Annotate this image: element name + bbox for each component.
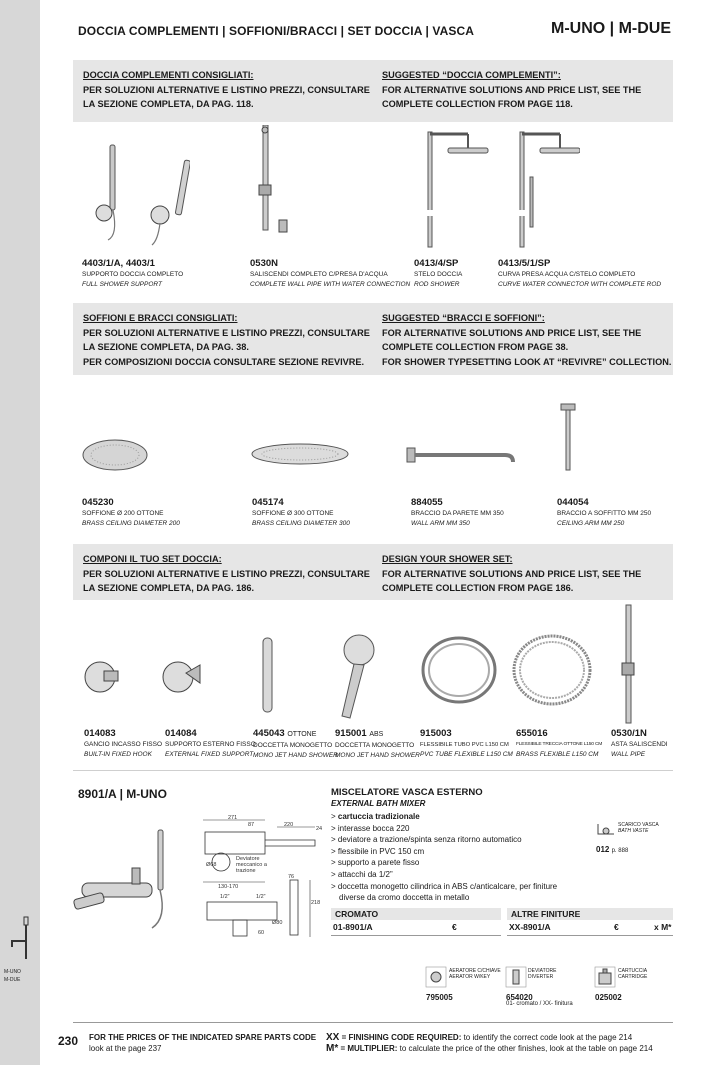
product-desc-en: FULL SHOWER SUPPORT [82,281,162,288]
feature-text: flessibile in PVC 150 cm [337,846,425,856]
section2-en-title: SUGGESTED “BRACCI E SOFFIONI”: [382,313,545,323]
wall-rod-image [615,603,645,728]
section2-it-title: SOFFIONI E BRACCI CONSIGLIATI: [83,313,238,323]
product-desc-en: PVC TUBE FLEXIBLE L150 CM [420,751,513,758]
other-finish-multiplier: x M* [654,922,672,932]
feature-item: > interasse bocca 220 [331,823,410,833]
m-text: to calculate the price of the other finishes, look at the table on page 214 [397,1044,653,1053]
section3-it-line: LA SEZIONE COMPLETA, DA PAG. 186. [83,583,255,593]
product-desc: FLESSIBILE TRECCIA OTTONE L150 CM [516,742,603,747]
m-title: = MULTIPLIER: [338,1044,398,1053]
product-code [253,728,338,741]
feature-item: > deviatore a trazione/spinta senza ritorno automatico [331,835,522,845]
page-header-collection: M-UNO | M-DUE [550,20,671,37]
mixer-title-it: MISCELATORE VASCA ESTERNO [331,787,483,798]
product-code-value: 915003 [420,728,452,739]
product-card [611,728,668,760]
spare-part-label-en: CARTRIDGE [618,974,648,980]
section3-it-text [83,552,370,596]
feature-item: > cartuccia tradizionale [331,812,420,821]
product-desc-en: MONO JET HAND SHOWER [253,752,338,759]
section1-en-text [382,68,641,112]
hand-shower-brass-image [258,636,278,716]
spare-part-code-value: 025002 [595,993,622,1002]
section1-it-title: DOCCIA COMPLEMENTI CONSIGLIATI: [83,70,254,80]
page-header-title: DOCCIA COMPLEMENTI | SOFFIONI/BRACCI | SET DOCCIA | VASCA [78,24,474,38]
product-desc: CURVA PRESA ACQUA C/STELO COMPLETO [498,271,636,278]
spare-part-label-it: AERATORE C/CHIAVE [449,968,501,974]
other-finishes-header: ALTRE FINITURE [507,908,673,920]
product-desc: SOFFIONE Ø 200 OTTONE [82,510,164,517]
bath-waste-label-en: BATH VASTE [618,828,649,834]
product-code [165,728,256,740]
product-code: 044054 [557,497,589,508]
bath-waste-page: p. 888 [611,848,629,854]
product-desc-en: COMPLETE WALL PIPE WITH WATER CONNECTION [250,281,411,288]
product-desc: SOFFIONE Ø 300 OTTONE [252,510,334,517]
spare-part-label [618,968,647,980]
curve-connector-image [500,122,580,252]
product-code [420,728,513,740]
spare-part-label [449,968,501,980]
feature-text: deviatore a trazione/spinta senza ritorno automatico [337,835,522,845]
product-code-value: 655016 [516,728,548,739]
mixer-section-title: 8901/A | M-UNO [78,787,167,801]
sidebar-label-mdue: M-DUE [4,977,21,983]
product-desc-en: BRASS CEILING DIAMETER 200 [82,520,180,527]
hand-shower-abs-image [334,632,379,722]
wall-arm-image [405,440,520,470]
section3-it-line: PER SOLUZIONI ALTERNATIVE E LISTINO PREZZI, CONSULTARE [83,568,370,579]
product-desc: GANCIO INCASSO FISSO [84,741,163,748]
spare-part-label-it: CARTUCCIA [618,968,648,974]
table-rule [331,935,501,936]
product-desc: ASTA SALISCENDI [611,741,668,748]
product-code [611,728,668,740]
feature-item [331,892,557,904]
section3-en-text [382,552,641,596]
footer-spare-note [89,1032,316,1054]
product-code-value: 445043 [253,728,285,739]
dim-label: Ø80 [272,920,283,926]
feature-text: diverse da cromo doccetta in metallo [339,893,470,903]
feature-item: > attacchi da 1/2” [331,869,393,879]
chrome-finish-price: € [452,922,457,932]
dim-label: 87 [248,822,255,828]
product-desc: SUPPORTO DOCCIA COMPLETO [82,271,184,278]
dim-label: 271 [228,815,238,821]
section2-banner [73,303,673,375]
spare-part-code-value: 795005 [426,993,453,1002]
faucet-icon [6,915,34,959]
section3-banner [73,544,673,600]
product-card [82,258,183,290]
footer-spare-line1: FOR THE PRICES OF THE INDICATED SPARE PARTS CODE [89,1033,317,1042]
section1-it-line: PER SOLUZIONI ALTERNATIVE E LISTINO PREZZI, CONSULTARE [83,84,370,95]
bath-waste-label-it: SCARICO VASCA [618,822,659,828]
section1-en-line: COMPLETE COLLECTION FROM PAGE 118. [382,99,573,109]
feature-text: attacchi da 1/2” [337,869,393,879]
section1-banner [73,60,673,122]
section3-en-line: COMPLETE COLLECTION FROM PAGE 186. [382,583,574,593]
product-card [498,258,661,290]
section1-en-line: FOR ALTERNATIVE SOLUTIONS AND PRICE LIST, SEE THE [382,84,642,95]
product-desc-en: MONO JET HAND SHOWER [335,752,420,759]
dim-label: 60 [258,930,265,936]
dim-label: 24 [316,826,323,832]
feature-item: > flessibile in PVC 150 cm [331,846,425,856]
product-card [420,728,513,760]
dim-label: 76 [288,874,295,880]
section3-en-title: DESIGN YOUR SHOWER SET: [382,554,513,564]
product-card [414,258,462,290]
spare-part-label [528,968,556,980]
feature-text: interasse bocca 220 [337,823,410,833]
product-code-value: 0530/1N [611,728,647,739]
product-card [84,728,162,760]
product-code: 0530N [250,258,278,269]
other-finish-price: € [614,922,619,932]
product-desc-en: BUILT-IN FIXED HOOK [84,751,152,758]
m-key: M* [326,1043,339,1054]
product-card [411,497,504,529]
wall-pipe-image [255,125,305,250]
product-card [557,497,651,529]
product-card [253,728,338,761]
spare-part-note: 01- cromato / XX- finitura [506,1001,573,1007]
bath-mixer-image [72,828,182,938]
product-material: ABS [369,731,384,738]
section3-it-title: COMPONI IL TUO SET DOCCIA: [83,554,222,564]
ceiling-arm-image [555,402,585,477]
deviator-note: Deviatore meccanico a trazione [236,856,267,874]
product-desc: DOCCETTA MONOGETTO [253,742,333,749]
sidebar [0,0,40,1065]
diverter-icon [505,966,527,988]
xx-title: = FINISHING CODE REQUIRED: [339,1033,462,1042]
xx-text: to identify the correct code look at the page 214 [461,1033,633,1042]
dim-label: 1/2” [220,894,230,900]
section2-it-line: PER SOLUZIONI ALTERNATIVE E LISTINO PREZZI, CONSULTARE [83,327,370,338]
bath-waste-label [618,822,659,834]
dim-label: 218 [311,900,321,906]
footer-xx-legend [326,1032,653,1043]
section1-en-title: SUGGESTED “DOCCIA COMPLEMENTI”: [382,70,561,80]
dim-label: 1/2” [256,894,266,900]
product-code-value: 915001 [335,728,367,739]
dim-label: 220 [284,822,294,828]
product-desc-en: ROD SHOWER [414,281,460,288]
product-code [84,728,162,740]
chrome-finish-header: CROMATO [331,908,501,920]
table-rule [507,935,673,936]
section2-en-line: FOR SHOWER TYPESETTING LOOK AT “REVIVRE” COLLECTION. [382,356,672,367]
bath-waste-code: 012 [596,845,610,854]
product-desc-en: WALL ARM MM 350 [411,520,470,527]
section-divider [73,770,673,771]
chrome-finish-code: 01-8901/A [333,922,373,932]
other-finish-code [509,922,551,932]
mixer-title [331,787,483,809]
spare-part-code [595,994,622,1001]
feature-list [331,811,557,904]
spare-part-code [506,994,573,1008]
feature-text: cartuccia tradizionale [337,812,420,821]
footer-divider [73,1022,673,1023]
product-desc: BRACCIO A SOFFITTO MM 250 [557,510,652,517]
technical-drawing [195,812,325,942]
product-desc-en: EXTERNAL FIXED SUPPORT [165,751,254,758]
spare-part-label-en: DIVERTER [528,974,554,980]
product-code: 0413/5/1/SP [498,258,551,269]
product-code [335,728,420,741]
product-material: OTTONE [287,731,317,738]
feature-text: supporto a parete fisso [337,858,420,868]
product-desc-en: BRASS CEILING DIAMETER 300 [252,520,350,527]
pvc-flexible-hose-image [415,630,505,720]
product-code: 045230 [82,497,114,508]
product-card [335,728,420,761]
section3-en-line: FOR ALTERNATIVE SOLUTIONS AND PRICE LIST, SEE THE [382,568,642,579]
product-card [82,497,180,529]
aerator-icon [425,966,447,988]
section2-en-line: FOR ALTERNATIVE SOLUTIONS AND PRICE LIST, SEE THE [382,327,642,338]
other-finish-code-value: XX-8901/A [509,922,551,932]
xx-key: XX [326,1032,340,1043]
footer-m-legend [326,1043,653,1054]
section2-en-line: COMPLETE COLLECTION FROM PAGE 38. [382,342,569,352]
feature-text: doccetta monogetto cilindrica in ABS c/anticalcare, per finiture [337,881,558,891]
product-code: 0413/4/SP [414,258,459,269]
section2-it-line: PER COMPOSIZIONI DOCCIA CONSULTARE SEZIONE REVIVRE. [83,356,365,367]
product-code: 4403/1/A, 4403/1 [82,258,155,269]
section1-it-text [83,68,370,112]
dim-label: 130-170 [218,884,239,890]
product-desc-en: CURVE WATER CONNECTOR WITH COMPLETE ROD [498,281,662,288]
product-card [250,258,410,290]
built-in-hook-image [82,655,122,700]
section2-en-text [382,311,671,369]
feature-item: > doccetta monogetto cilindrica in ABS c/anticalcare, per finiture [331,881,558,891]
footer-spare-line2: look at the page 237 [89,1044,162,1053]
spare-part-code-value: 654020 [506,993,533,1002]
sidebar-label-muno: M-UNO [4,969,21,975]
sidebar-collection-label [4,968,38,984]
product-desc: STELO DOCCIA [414,271,463,278]
shower-head-300-image [250,440,350,470]
product-desc: SALISCENDI COMPLETO C/PRESA D'ACQUA [250,271,388,278]
dim-label: Ø68 [206,862,217,868]
product-desc: BRACCIO DA PARETE MM 350 [411,510,504,517]
spare-part-code [426,994,453,1001]
mixer-title-en: EXTERNAL BATH MIXER [331,799,426,808]
bath-waste-icon [596,820,616,840]
product-desc: DOCCETTA MONOGETTO [335,742,415,749]
shower-head-200-image [80,435,150,475]
product-desc-en: BRASS FLEXIBLE L150 CM [516,751,599,758]
product-card [252,497,350,529]
page-number: 230 [58,1034,79,1048]
spare-part-label-en: AERATOR W/KEY [449,974,491,980]
product-card [165,728,256,760]
external-support-image [160,655,205,700]
product-code-value: 014084 [165,728,197,739]
section2-it-text [83,311,370,369]
shower-support-image [90,135,190,250]
spare-part-label-it: DEVIATORE [528,968,557,974]
footer-legend [326,1032,653,1054]
section2-it-line: LA SEZIONE COMPLETA, DA PAG. 38. [83,342,249,352]
product-code-value: 014083 [84,728,116,739]
product-code [516,728,602,740]
product-desc: SUPPORTO ESTERNO FISSO [165,741,256,748]
section1-it-line: LA SEZIONE COMPLETA, DA PAG. 118. [83,99,254,109]
product-desc: FLESSIBILE TUBO PVC L150 CM [420,742,509,748]
rod-shower-image [418,122,498,252]
product-code: 884055 [411,497,443,508]
product-desc-en: CEILING ARM MM 250 [557,520,625,527]
product-card [516,728,602,760]
cartridge-icon [594,966,616,988]
product-desc-en: WALL PIPE [611,751,646,758]
product-code: 045174 [252,497,284,508]
feature-item: > supporto a parete fisso [331,858,420,868]
bath-waste-ref [596,846,628,855]
brass-flexible-hose-image [508,628,598,718]
